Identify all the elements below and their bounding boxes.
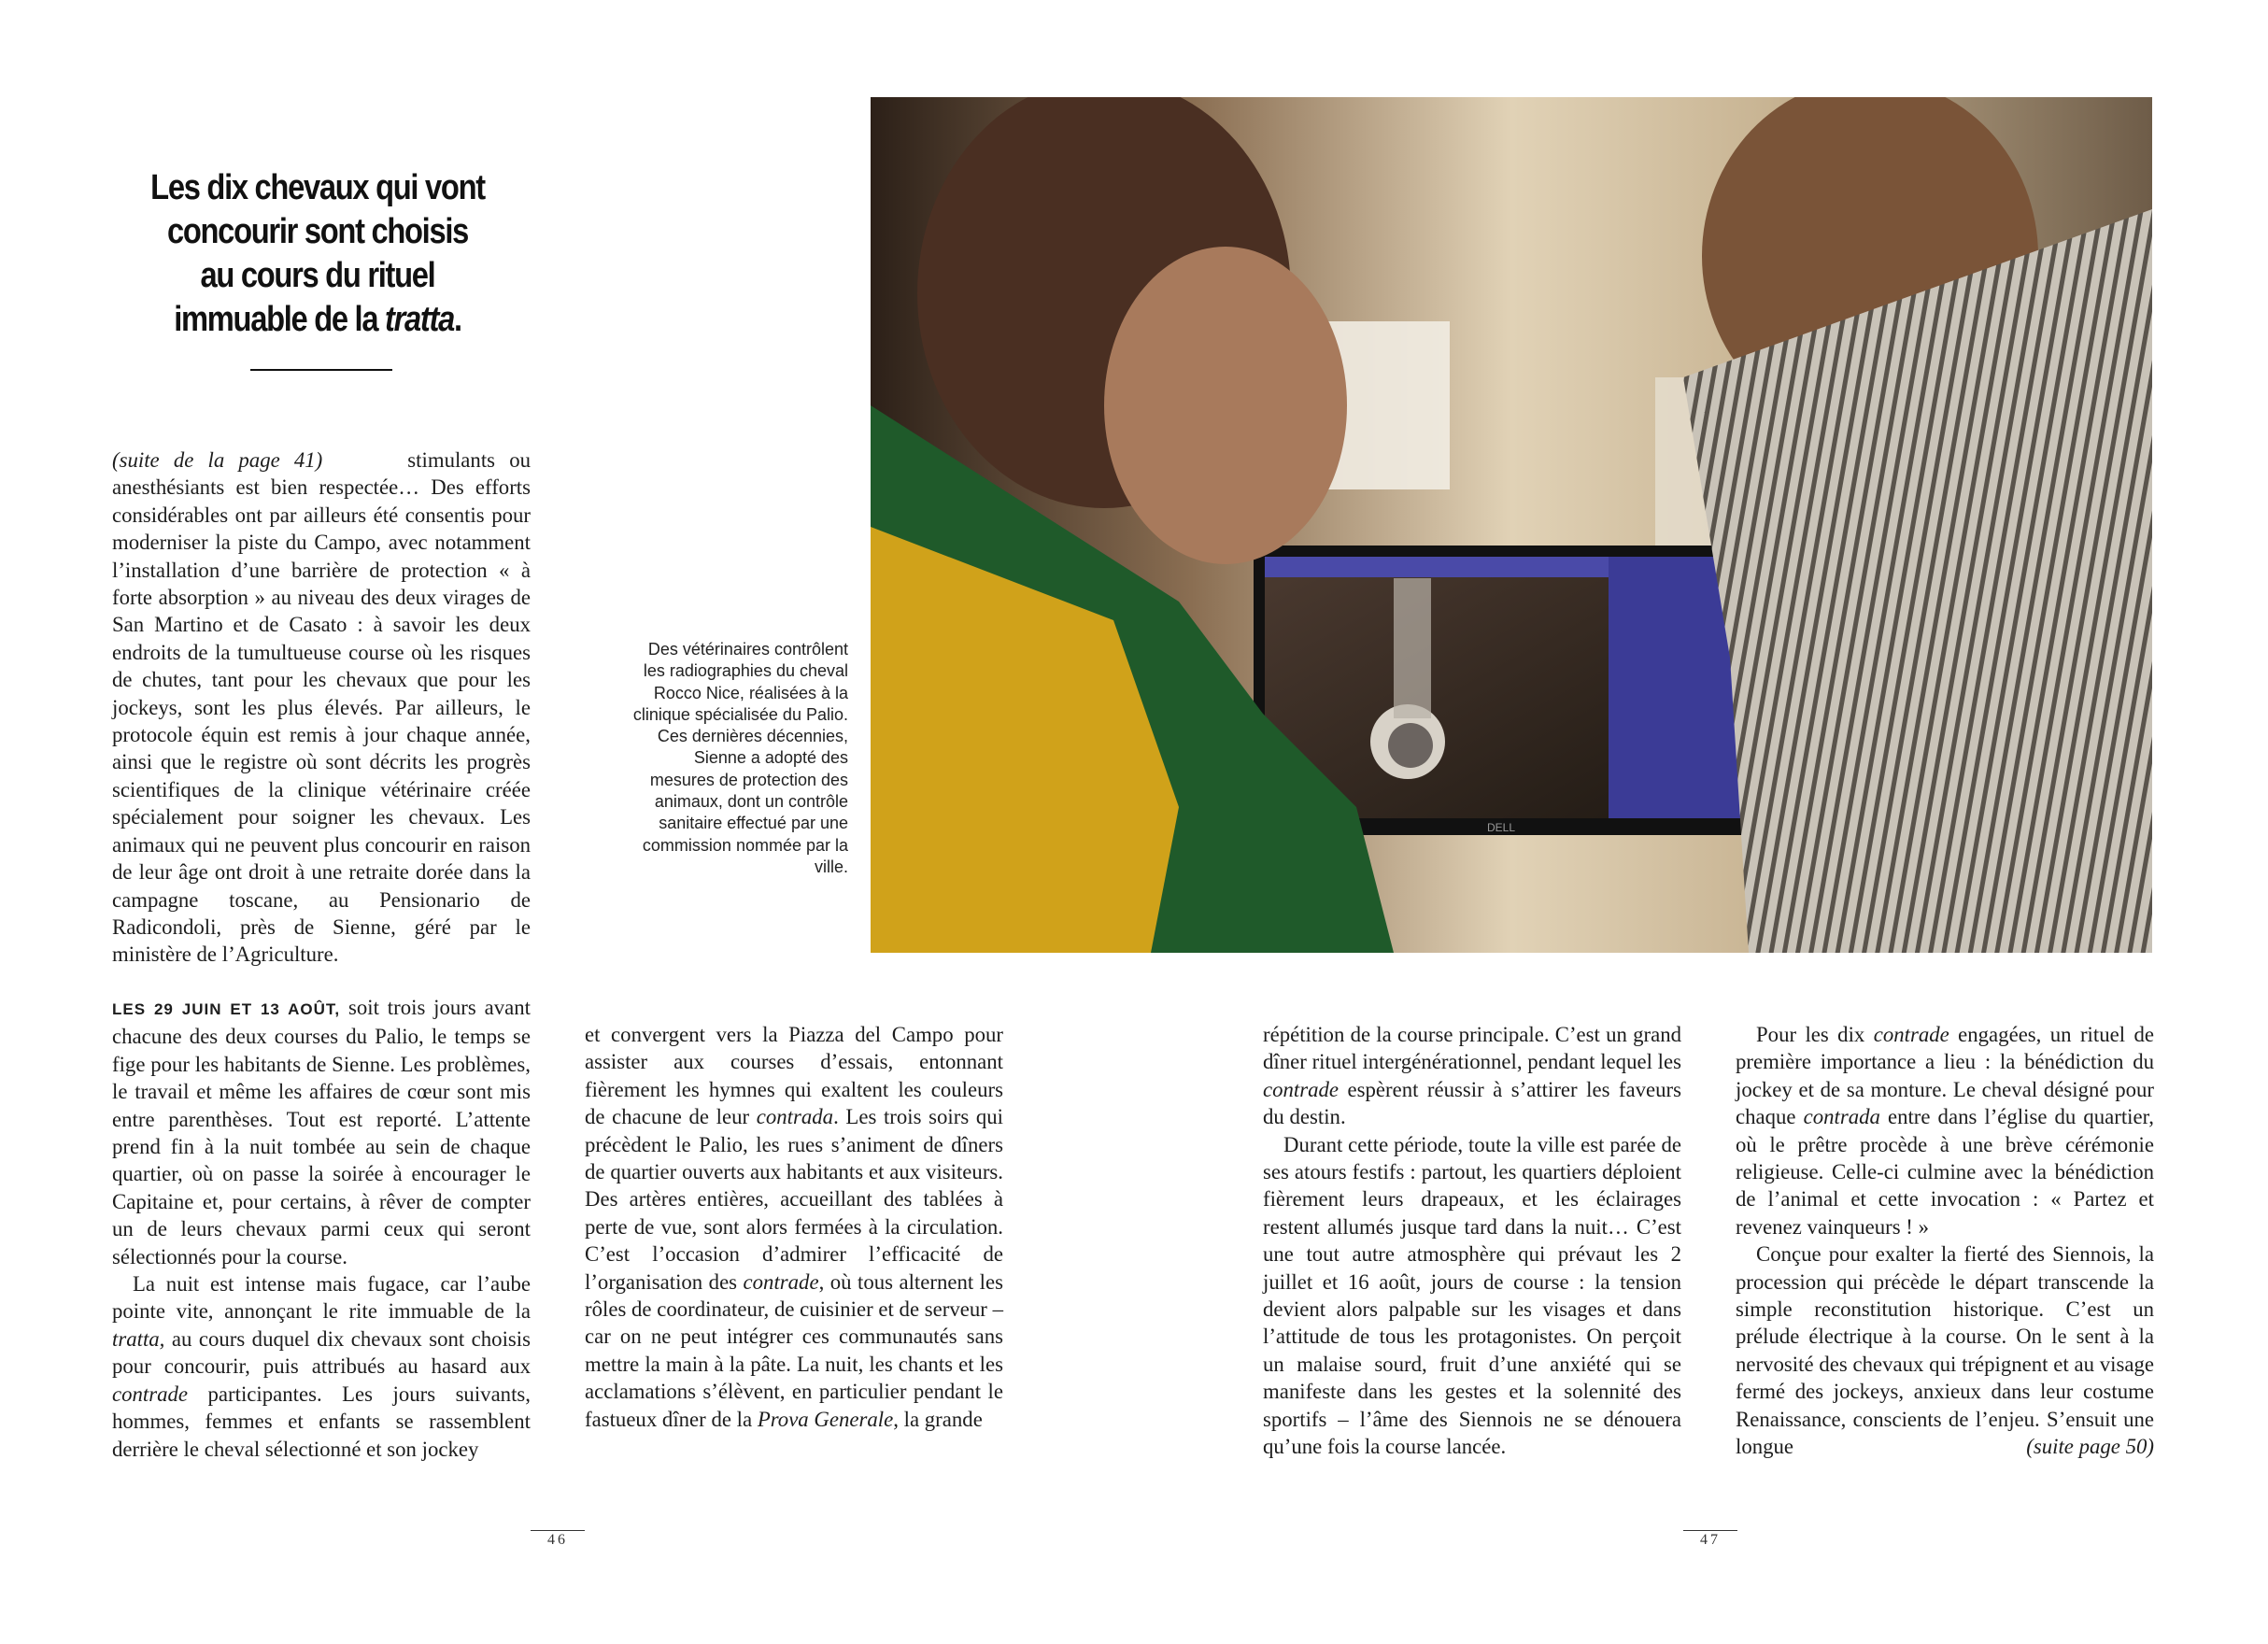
body-text: au cours duquel dix chevaux sont choisis pour concourir, puis attribués au hasard aux [112,1326,531,1379]
page-number-left: 46 [547,1532,568,1548]
pull-quote-line: Les dix chevaux qui vont [150,168,485,207]
body-text: entre dans l’église du quartier, où le prêtre procède à une brève cérémonie religieuse. Celle-ci culmine avec la bénédiction de l’animal et cette invocation : « Partez et revenez vainqueurs ! » [1736,1105,2154,1239]
paragraph [585,1021,1003,1433]
article-column-3 [1263,1021,1681,1461]
paragraph [112,446,531,969]
italic-term: contrade [112,1382,189,1406]
body-text: . Les trois soirs qui précèdent le Palio, les rues s’animent de dîners de quartier ouverts aux habitants et aux visiteurs. Des artères entières, accueillant des tablées à perte de vue, sont alors fermées à la circulation. C’est l’occasion d’admirer l’efficacité de l’organisation des [585,1105,1003,1294]
pull-quote-italic: tratta [385,300,455,339]
pull-quote [141,166,494,342]
xray-leg [1394,578,1431,718]
continued-to-note: (suite page 50) [2026,1435,2154,1459]
laptop-brand: DELL [1487,821,1516,834]
photo-illustration [871,97,2152,953]
software-toolbar [1265,557,1610,577]
article-column-2 [585,1021,1003,1433]
body-text: La nuit est intense mais fugace, car l’aube pointe vite, annonçant le rite immuable de la [112,1272,531,1324]
paragraph [1263,1021,1681,1131]
body-text: participantes. Les jours suivants, hommes, femmes et enfants se rassemblent derrière le cheval sélectionné et son jockey [112,1382,531,1461]
article-column-1-top [112,446,531,969]
body-text: soit trois jours avant chacune des deux courses du Palio, le temps se fige pour les habitants de Sienne. Les problèmes, le travail et même les affaires de cœur sont mis entre parenthèses. Tout est reporté. L’attente prend fin à la nuit tombée au sein de chaque quartier, où on passe la soirée à encourager le Capitaine et, pour certains, à rêver de compter un de leurs chevaux parmi ceux qui seront sélectionnés pour la course. [112,996,531,1268]
body-text: stimulants ou anesthésiants est bien respectée… Des efforts considérables ont par ailleurs été consentis pour moderniser la piste du Campo, avec notamment l’installation d’une barrière de protection « à forte absorption » au niveau des deux virages de San Martino et de Casato : à savoir les deux endroits de la tumultueuse course où les risques de chutes, tant pour les chevaux que pour les jockeys, sont les plus élevés. Par ailleurs, le protocole équin est remis à jour chaque année, ainsi que le registre où sont décrits les progrès scientifiques de la clinique vétérinaire créée spécialement pour soigner les chevaux. Les animaux qui ne peuvent plus concourir en raison de leur âge ont droit à une retraite dorée dans la campagne toscane, au Pensionario de Radicondoli, près de Sienne, géré par le ministère de l’Agriculture. [112,448,531,967]
pull-quote-line [141,298,494,342]
paragraph [112,1270,531,1463]
pull-quote-text: immuable de la [174,300,386,339]
italic-term: contrade [1263,1077,1340,1101]
italic-term: contrada [1803,1105,1880,1129]
folio-rule-right [1683,1530,1737,1531]
body-text: Pour les dix [1756,1023,1874,1046]
body-text: engagées, un rituel de première importance a lieu : la bénédiction du jockey et de sa monture. Le cheval désigné pour chaque [1736,1023,2154,1129]
paragraph: Durant cette période, toute la ville est parée de ses atours festifs : partout, les quartiers déploient fièrement leurs drapeaux, et les éclairages restent allumés jusque tard dans la nuit… C’est une tout autre atmosphère qui prévaut les 2 juillet et 16 août, jours de course : la tension devient alors palpable sur les visages et dans l’attitude de tous les protagonistes. On perçoit un malaise sourd, fruit d’une anxiété qui se manifeste dans les gestes et la solennité des sportifs – l’âme des Siennois ne se dénouera qu’une fois la course lancée. [1263,1132,1681,1459]
woman-face [1104,247,1347,564]
italic-term: contrada [756,1105,834,1129]
italic-term: contrade [1873,1023,1949,1046]
body-text: Conçue pour exalter la fierté des Siennois, la procession qui précède le départ transcende la simple reconstitution historique. C’est un prélude électrique à la course. On le sent à la nervosité des chevaux qui trépignent et au visage fermé des jockeys, anxieux dans leur costume Renaissance, conscients de l’enjeu. S’ensuit une longue [1736,1242,2154,1459]
body-text: et convergent vers la Piazza del Campo pour assister aux courses d’essais, entonnant fièrement les hymnes qui exaltent les couleurs de chacune de leur [585,1023,1003,1129]
body-text: , la grande [893,1407,983,1431]
photo-caption: Des vétérinaires contrôlent les radiographies du cheval Rocco Nice, réalisées à la clinique spécialisée du Palio. Ces dernières décennies, Sienne a adopté des mesures de protection des animaux, dont un contrôle sanitaire effectué par une commission nommée par la ville. [632,640,848,876]
pull-quote-rule [250,369,392,371]
pull-quote-line: concourir sont choisis [166,212,469,251]
page-number-right: 47 [1700,1532,1721,1548]
body-text: répétition de la course principale. C’est un grand dîner rituel intergénérationnel, pendant lequel les [1263,1023,1681,1074]
body-text: espèrent réussir à s’attirer les faveurs du destin. [1263,1077,1681,1129]
folio-rule-left [531,1530,585,1531]
italic-term: tratta, [112,1326,165,1351]
lead-in: LES 29 JUIN ET 13 AOÛT, [112,1000,341,1018]
continued-from-note: (suite de la page 41) [112,448,323,472]
body-text: , où tous alternent les rôles de coordinateur, de cuisinier et de serveur – car on ne peut intégrer ces communautés sans mettre la main à la pâte. La nuit, les chants et les acclamations s’élèvent, en particulier pendant le fastueux dîner de la [585,1269,1003,1431]
article-column-4 [1736,1021,2154,1461]
paragraph [1736,1240,2154,1460]
xray-hoof [1388,723,1433,768]
pull-quote-line: au cours du rituel [200,256,435,295]
article-column-1-bottom [112,994,531,1463]
article-photo [871,97,2152,953]
paragraph [1736,1021,2154,1240]
paragraph [112,994,531,1270]
italic-term: Prova Generale [757,1407,894,1431]
italic-term: contrade [743,1269,819,1294]
pull-quote-text: . [454,300,461,339]
